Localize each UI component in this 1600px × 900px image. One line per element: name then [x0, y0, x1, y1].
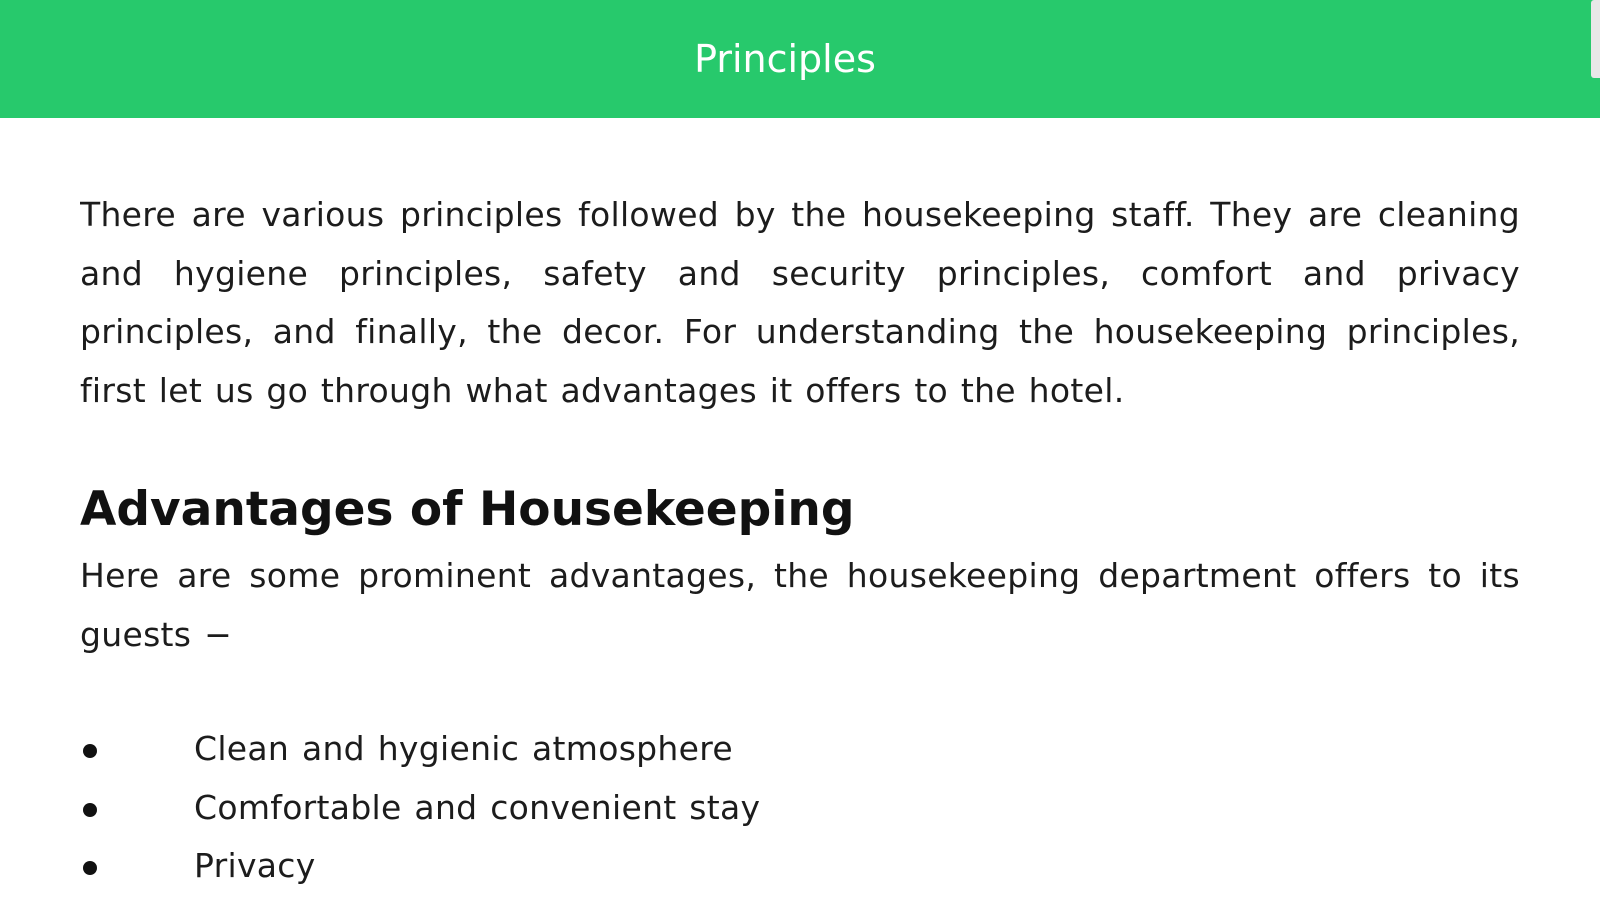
- article-content[interactable]: [80, 186, 1520, 900]
- section-heading: Advantages of Housekeeping: [80, 482, 855, 537]
- advantages-list: [80, 720, 1520, 896]
- scrollbar-thumb[interactable]: [1591, 0, 1600, 78]
- list-item-text: Comfortable and convenient stay: [194, 787, 761, 827]
- list-item: [80, 779, 1520, 838]
- list-item: [80, 720, 1520, 779]
- bullet-icon: [83, 803, 97, 817]
- list-item-text: Clean and hygienic atmosphere: [194, 729, 733, 768]
- list-item-text: Privacy: [194, 846, 316, 885]
- bullet-icon: [83, 861, 97, 875]
- bullet-icon: [83, 744, 97, 758]
- section-intro-paragraph: Here are some prominent advantages, the housekeeping department offers to its guests −: [80, 556, 1520, 654]
- intro-paragraph: There are various principles followed by the housekeeping staff. They are cleaning and hygiene principles, safety and security principles, comfort and privacy principles, and finally, the decor. For understanding the housekeeping principles, first let us go through what advantages it offers to the hotel.: [80, 195, 1520, 410]
- list-item: [80, 837, 1520, 896]
- app-bar: [0, 0, 1600, 118]
- page-title: Principles: [694, 37, 876, 81]
